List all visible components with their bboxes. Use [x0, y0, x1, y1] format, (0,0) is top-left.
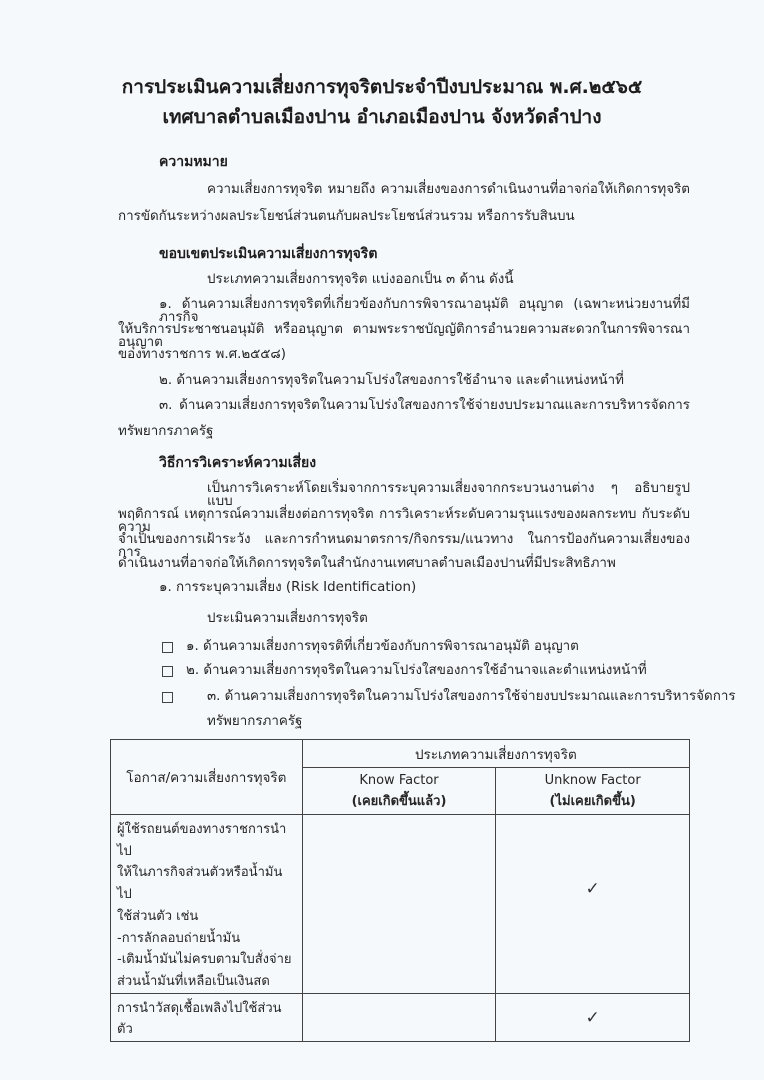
scope-heading: ขอบเขตประเมินความเสี่ยงการทุจริต — [159, 246, 378, 262]
scope-item3-line2: ทรัพยากรภาครัฐ — [118, 424, 214, 439]
header-risk-type: ประเภทความเสี่ยงการทุจริต — [302, 740, 689, 768]
header-know-factor — [302, 768, 496, 815]
risk-description-line: ผู้ใช้รถยนต์ของทางราชการนำไป — [117, 822, 287, 859]
method-step1: ๑. การระบุความเสี่ยง (Risk Identification) — [159, 580, 417, 595]
risk-description-cell — [111, 815, 303, 994]
checklist-item-3: ๓. ด้านความเสี่ยงการทุจริตในความโปร่งใสของการใช้จ่ายงบประมาณและการบริหารจัดการ — [207, 689, 736, 704]
method-line4: ดำเนินงานที่อาจก่อให้เกิดการทุจริตในสำนักงานเทศบาลตำบลเมืองปานที่มีประสิทธิภาพ — [118, 556, 616, 571]
unknow-factor-cell — [496, 993, 690, 1041]
definition-line2: การขัดกันระหว่างผลประโยชน์ส่วนตนกับผลประโยชน์ส่วนรวม หรือการรับสินบน — [118, 209, 575, 224]
definition-heading: ความหมาย — [159, 154, 228, 170]
method-line3: จำเป็นของการเฝ้าระวัง และการกำหนดมาตรการ/กิจกรรม/แนวทาง ในการป้องกันความเสี่ยงของการ — [118, 532, 690, 561]
method-line1: เป็นการวิเคราะห์โดยเริ่มจากการระบุความเสี่ยงจากกระบวนงานต่าง ๆ อธิบายรูปแบบ — [207, 481, 690, 510]
risk-description-cell — [111, 993, 303, 1041]
risk-description-line: -เติมน้ำมันไม่ครบตามใบสั่งจ่าย — [117, 952, 292, 968]
checklist-item-2: ๒. ด้านความเสี่ยงการทุจริตในความโปร่งใสของการใช้อำนาจและตำแหน่งหน้าที่ — [186, 663, 647, 678]
risk-description-line: -การลักลอบถ่ายน้ำมัน — [117, 930, 241, 946]
scope-item1-line1: ๑. ด้านความเสี่ยงการทุจริตที่เกี่ยวข้องกับการพิจารณาอนุมัติ อนุญาต (เฉพาะหน่วยงานที่มีภารกิจ — [159, 297, 690, 326]
header-unknow-factor-th: (ไม่เคยเกิดขึ้น) — [549, 794, 636, 809]
table-row — [111, 815, 690, 994]
assess-label: ประเมินความเสี่ยงการทุจริต — [207, 611, 368, 626]
scope-item1-line2: ให้บริการประชาชนอนุมัติ หรืออนุญาต ตามพระราชบัญญัติการอำนวยความสะดวกในการพิจารณาอนุญาต — [118, 322, 690, 351]
method-heading: วิธีการวิเคราะห์ความเสี่ยง — [159, 455, 317, 471]
risk-description-line: การนำวัสดุเชื้อเพลิงไปใช้ส่วนตัว — [117, 1000, 282, 1038]
document-title-line1: การประเมินความเสี่ยงการทุจริตประจำปีงบประมาณ พ.ศ.๒๕๖๕ — [121, 76, 643, 98]
table-row — [111, 993, 690, 1041]
risk-description-line: ส่วนน้ำมันที่เหลือเป็นเงินสด — [117, 973, 270, 989]
checkmark-icon: ✓ — [585, 1007, 600, 1028]
scope-intro: ประเภทความเสี่ยงการทุจริต แบ่งออกเป็น ๓ ด้าน ดังนี้ — [207, 272, 514, 287]
scope-item3-line1: ๓. ด้านความเสี่ยงการทุจริตในความโปร่งใสของการใช้จ่ายงบประมาณและการบริหารจัดการ — [159, 398, 690, 413]
know-factor-cell — [302, 815, 496, 994]
checkbox-permission-risk[interactable] — [162, 642, 173, 653]
scope-item1-line3: ของทางราชการ พ.ศ.๒๕๕๘) — [118, 347, 286, 362]
risk-assessment-table — [110, 739, 690, 1042]
unknow-factor-cell — [496, 815, 690, 994]
header-know-factor-en: Know Factor — [359, 773, 439, 788]
checkbox-authority-risk[interactable] — [162, 666, 173, 677]
header-unknow-factor — [496, 768, 690, 815]
scope-item2: ๒. ด้านความเสี่ยงการทุจริตในความโปร่งใสของการใช้อำนาจ และตำแหน่งหน้าที่ — [159, 373, 624, 388]
header-know-factor-th: (เคยเกิดขึ้นแล้ว) — [351, 794, 447, 809]
definition-line1: ความเสี่ยงการทุจริต หมายถึง ความเสี่ยงของการดำเนินงานที่อาจก่อให้เกิดการทุจริต — [207, 182, 690, 197]
know-factor-cell — [302, 993, 496, 1041]
risk-description-line: ให้ในภารกิจส่วนตัวหรือน้ำมันไป — [117, 865, 283, 903]
checkbox-budget-risk[interactable] — [162, 692, 173, 703]
checkmark-icon: ✓ — [585, 879, 600, 899]
risk-description-line: ใช้ส่วนตัว เช่น — [117, 908, 199, 924]
method-line2: พฤติการณ์ เหตุการณ์ความเสี่ยงต่อการทุจริต การวิเคราะห์ระดับความรุนแรงของผลกระทบ กับระดับความ — [118, 507, 690, 536]
checklist-item-3-line2: ทรัพยากรภาครัฐ — [207, 714, 303, 729]
header-unknow-factor-en: Unknow Factor — [544, 773, 641, 788]
checklist-item-1: ๑. ด้านความเสี่ยงการทุจรติที่เกี่ยวข้องกับการพิจารณาอนุมัติ อนุญาต — [186, 639, 579, 654]
document-title-line2: เทศบาลตำบลเมืองปาน อำเภอเมืองปาน จังหวัดลำปาง — [162, 106, 602, 128]
header-opportunity-risk: โอกาส/ความเสี่ยงการทุจริต — [111, 740, 303, 815]
